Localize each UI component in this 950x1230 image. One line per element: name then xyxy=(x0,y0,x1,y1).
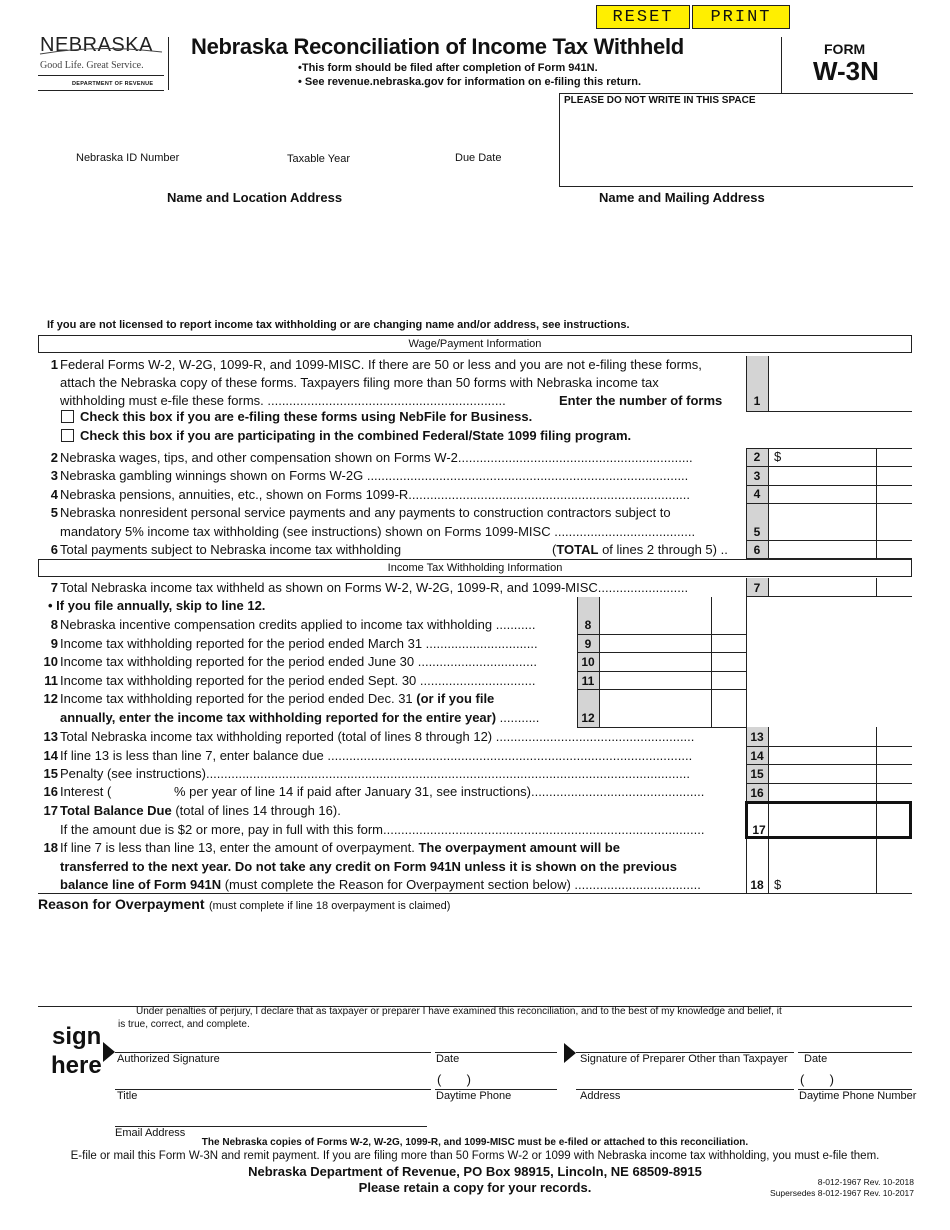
mail-note: E-file or mail this Form W-3N and remit payment. If you are filing more than 50 Forms W-2 or 1099 with Nebraska income tax withholding, you must e-file them. xyxy=(70,1150,880,1162)
line-9-text: 9 Income tax withholding reported for the period ended March 31 ............................... xyxy=(50,636,538,651)
line-17-text-b: If the amount due is $2 or more, pay in full with this form......................................................................................... xyxy=(60,822,705,837)
daytime-phone-number-label: Daytime Phone Number xyxy=(799,1090,917,1102)
line-12-text-b: annually, enter the income tax withholding reported for the entire year) ........... xyxy=(60,710,540,725)
line-6-text: 6 Total payments subject to Nebraska income tax withholding xyxy=(50,542,402,557)
line-number-9: 9 xyxy=(584,637,592,651)
line-7-text: 7 Total Nebraska income tax withheld as shown on Forms W-2, W-2G, 1099-R, and 1099-MISC......................... xyxy=(50,580,689,595)
print-button[interactable]: PRINT xyxy=(692,5,790,29)
line-18-text-b: transferred to the next year. Do not take any credit on Form 941N unless it is shown on the previous xyxy=(60,859,677,874)
due-date-label: Due Date xyxy=(455,152,502,164)
page-title: Nebraska Reconciliation of Income Tax Withheld xyxy=(191,34,684,59)
line-1-text-a: 1 Federal Forms W-2, W-2G, 1099-R, and 1099-MISC. If there are 50 or less and you are not e-filing these forms, xyxy=(50,357,702,372)
withholding-section-header: Income Tax Withholding Information xyxy=(38,559,912,577)
line-number-18: 18 xyxy=(750,878,764,892)
nebraska-id-label: Nebraska ID Number xyxy=(76,152,180,164)
wage-section-header: Wage/Payment Information xyxy=(38,335,912,353)
line-1-enter-label: Enter the number of forms xyxy=(559,393,723,408)
nebfile-checkbox[interactable] xyxy=(61,410,74,423)
logo-name: NEBRASKA xyxy=(40,34,153,56)
line-number-14: 14 xyxy=(750,749,764,763)
date-label-1: Date xyxy=(436,1053,460,1065)
line-number-4: 4 xyxy=(753,487,761,501)
line-16-text-a: 16 Interest ( xyxy=(43,784,112,799)
phone-paren-1: ( ) xyxy=(437,1072,471,1087)
address-label: Address xyxy=(580,1090,621,1102)
efile-note: The Nebraska copies of Forms W-2, W-2G, 1099-R, and 1099-MISC must be e-filed or attached to this reconciliation. xyxy=(201,1137,749,1148)
preparer-signature-label: Signature of Preparer Other than Taxpayer xyxy=(580,1053,788,1065)
annual-note: • If you file annually, skip to line 12. xyxy=(48,598,266,613)
department-address: Nebraska Department of Revenue, PO Box 98915, Lincoln, NE 68509-8915 xyxy=(248,1164,702,1179)
taxable-year-label: Taxable Year xyxy=(287,153,350,165)
line-18-text-a: 18 If line 7 is less than line 13, enter the amount of overpayment. The overpayment amount will be xyxy=(43,840,620,855)
header-note-2: • See revenue.nebraska.gov for information on e-filing this return. xyxy=(298,76,642,88)
date-label-2: Date xyxy=(804,1053,828,1065)
line-15-text: 15 Penalty (see instructions)...................................................................................................................................... xyxy=(43,766,690,781)
daytime-phone-label: Daytime Phone xyxy=(436,1090,512,1102)
combined-filing-checkbox-label: Check this box if you are participating in the combined Federal/State 1099 filing program. xyxy=(80,428,632,443)
line-number-17: 17 xyxy=(752,823,766,837)
line-number-10: 10 xyxy=(581,655,595,669)
line-3-text: 3 Nebraska gambling winnings shown on Forms W-2G ......................................................................................... xyxy=(50,468,689,483)
line-number-12: 12 xyxy=(581,711,595,725)
header-note-1: •This form should be filed after completion of Form 941N. xyxy=(298,62,598,74)
mailing-address-label: Name and Mailing Address xyxy=(599,190,765,205)
line-16-text-b: % per year of line 14 if paid after January 31, see instructions)................................................ xyxy=(174,784,705,799)
line-1-text-c: withholding must e-file these forms. .................................................................. xyxy=(60,393,506,408)
line-13-text: 13 Total Nebraska income tax withholding reported (total of lines 8 through 12) ....................................................... xyxy=(43,729,695,744)
declaration-a: Under penalties of perjury, I declare that as taxpayer or preparer I have examined this reconciliation, and to the best of my knowledge and belief, it xyxy=(136,1006,782,1017)
total-balance-due-box[interactable] xyxy=(745,801,912,839)
line-2-text: 2 Nebraska wages, tips, and other compensation shown on Forms W-2................................................................. xyxy=(50,450,693,465)
line-number-2: 2 xyxy=(753,450,761,464)
overpayment-heading: Reason for Overpayment (must complete if line 18 overpayment is claimed) xyxy=(38,896,451,912)
here-label: here xyxy=(51,1052,102,1079)
logo-dept: DEPARTMENT OF REVENUE xyxy=(72,81,154,87)
sign-label: sign xyxy=(52,1023,102,1050)
declaration-b: is true, correct, and complete. xyxy=(118,1019,250,1030)
line-number-1: 1 xyxy=(753,394,761,408)
office-box-label: PLEASE DO NOT WRITE IN THIS SPACE xyxy=(564,95,756,106)
location-address-label: Name and Location Address xyxy=(167,190,343,205)
nebfile-checkbox-label: Check this box if you are e-filing these forms using NebFile for Business. xyxy=(80,409,533,424)
line-1-text-b: attach the Nebraska copy of these forms. Taxpayers filing more than 50 forms with Nebraska income tax xyxy=(60,375,659,390)
logo-tagline: Good Life. Great Service. xyxy=(40,60,144,71)
phone-paren-2: ( ) xyxy=(800,1072,834,1087)
revision-number: 8-012-1967 Rev. 10-2018 xyxy=(817,1177,914,1187)
form-id: W-3N xyxy=(813,56,879,86)
form-label: FORM xyxy=(824,41,866,57)
retain-note: Please retain a copy for your records. xyxy=(358,1180,592,1195)
line-5-text-b: mandatory 5% income tax withholding (see instructions) shown on Forms 1099-MISC ....................................... xyxy=(60,524,696,539)
line-4-text: 4 Nebraska pensions, annuities, etc., shown on Forms 1099-R.............................................................................. xyxy=(50,487,691,502)
dollar-sign-18: $ xyxy=(774,877,782,892)
line-18-text-c: balance line of Form 941N (must complete the Reason for Overpayment section below) ................................... xyxy=(60,877,701,892)
supersedes-note: Supersedes 8-012-1967 Rev. 10-2017 xyxy=(770,1188,914,1198)
line-11-text: 11 Income tax withholding reported for the period ended Sept. 30 ................................ xyxy=(44,673,536,688)
line-number-13: 13 xyxy=(750,730,764,744)
line-number-8: 8 xyxy=(584,618,592,632)
line-number-6: 6 xyxy=(753,543,761,557)
line-10-text: 10 Income tax withholding reported for the period ended June 30 ................................. xyxy=(43,654,537,669)
line-5-text-a: 5 Nebraska nonresident personal service payments and any payments to construction contractors subject to xyxy=(50,505,671,520)
line-number-3: 3 xyxy=(753,469,761,483)
reset-button[interactable]: RESET xyxy=(596,5,690,29)
dollar-sign-2: $ xyxy=(774,449,782,464)
line-8-text: 8 Nebraska incentive compensation credits applied to income tax withholding ........... xyxy=(50,617,536,632)
preparer-arrow-icon xyxy=(564,1043,576,1063)
email-address-label: Email Address xyxy=(115,1127,186,1139)
line-number-7: 7 xyxy=(753,581,761,595)
line-number-5: 5 xyxy=(753,525,761,539)
line-number-16: 16 xyxy=(750,786,764,800)
title-label: Title xyxy=(117,1090,138,1102)
line-number-15: 15 xyxy=(750,767,764,781)
line-number-11: 11 xyxy=(581,674,595,688)
logo-swoosh-icon xyxy=(38,36,164,58)
authorized-signature-label: Authorized Signature xyxy=(117,1053,220,1065)
combined-filing-checkbox[interactable] xyxy=(61,429,74,442)
license-note: If you are not licensed to report income tax withholding or are changing name and/or address, see instructions. xyxy=(47,319,630,331)
line-12-text-a: 12 Income tax withholding reported for the period ended Dec. 31 (or if you file xyxy=(43,691,495,706)
sign-arrow-icon xyxy=(103,1042,115,1062)
line-6-total: (TOTAL of lines 2 through 5) .. xyxy=(552,542,728,557)
line-14-text: 14 If line 13 is less than line 7, enter balance due ..................................................................................................... xyxy=(43,748,693,763)
line-17-text-a: 17 Total Balance Due (total of lines 14 through 16). xyxy=(43,803,341,818)
